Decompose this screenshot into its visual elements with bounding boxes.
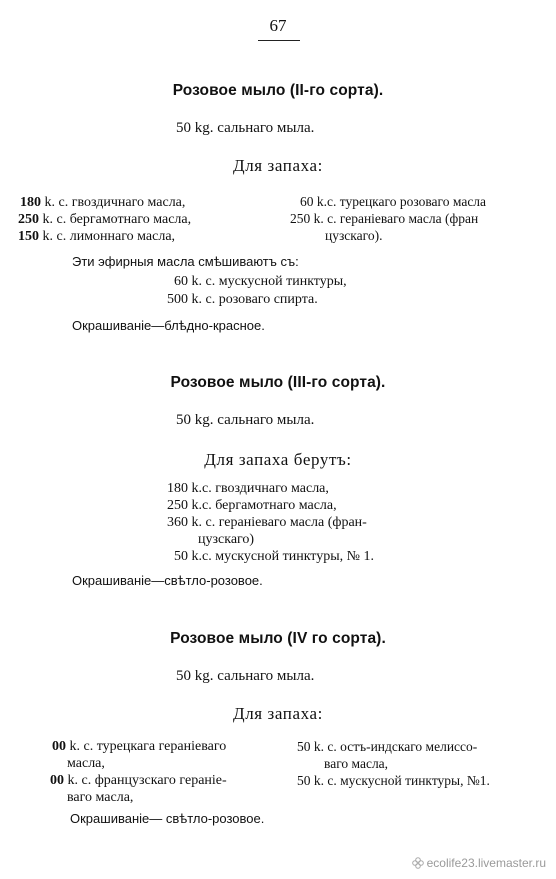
section-1-intro: Эти эфирныя масла смѣшиваютъ съ:: [72, 254, 299, 269]
item-quantity: 00: [50, 773, 64, 788]
section-3-subhead: Для запаха:: [233, 704, 323, 723]
section-3-title: Розовое мыло (IV го сорта).: [170, 630, 386, 647]
section-2-subhead: Для запаха берутъ:: [204, 450, 352, 469]
item-quantity: 180: [20, 195, 41, 210]
section-3-right-item: 50 k. с. мускусной тинктуры, №1.: [297, 773, 490, 788]
item-text: масла,: [67, 756, 105, 771]
section-2-base: 50 kg. сальнаго мыла.: [176, 412, 315, 428]
section-1-left-item: [18, 211, 191, 228]
section-1-base: 50 kg. сальнаго мыла.: [176, 120, 315, 136]
section-3-base: 50 kg. сальнаго мыла.: [176, 668, 315, 684]
item-text: ваго масла,: [67, 790, 134, 805]
section-1-coloring: Окрашиваніе—блѣдно-красное.: [72, 318, 265, 333]
section-2-item: 360 k. с. гераніеваго масла (фран-: [167, 515, 367, 530]
item-text: k. с. французскаго гераніе-: [67, 773, 227, 788]
section-2-item: 180 k.с. гвоздичнаго масла,: [167, 481, 329, 496]
section-2-title: Розовое мыло (III-го сорта).: [170, 374, 386, 391]
page-number: 67: [269, 16, 287, 35]
section-2-item: цузскаго): [198, 532, 255, 547]
item-text: k. с. бергамотнаго масла,: [42, 212, 192, 227]
section-1-mix-item: 60 k. с. мускусной тинктуры,: [174, 274, 347, 289]
section-1-right-item: 60 k.с. турецкаго розоваго масла: [300, 194, 487, 209]
item-quantity: 150: [18, 229, 39, 244]
section-1-left-item: [18, 228, 175, 245]
section-3-right-item: 50 k. с. остъ-индскаго мелиссо-: [297, 739, 478, 754]
watermark: [412, 856, 546, 870]
item-text: k. с. турецкага гераніеваго: [69, 739, 227, 754]
section-1-title: Розовое мыло (II-го сорта).: [172, 82, 384, 99]
section-2-coloring: Окрашиваніе—свѣтло-розовое.: [72, 573, 263, 588]
item-quantity: 250: [18, 212, 39, 227]
watermark-text: ecolife23.livemaster.ru: [426, 856, 546, 870]
section-1-left-item: [20, 194, 185, 211]
section-3-left-item: [50, 772, 227, 789]
section-2-item: 250 k.с. бергамотнаго масла,: [167, 498, 337, 513]
section-1-right-item: цузскаго).: [325, 228, 383, 243]
page-number-rule: [258, 40, 300, 41]
section-1-subhead: Для запаха:: [233, 156, 323, 175]
section-3-left-item: [52, 738, 226, 755]
section-1-mix-item: 500 k. с. розоваго спирта.: [167, 292, 318, 307]
item-text: k. с. лимоннаго масла,: [42, 229, 176, 244]
item-text: k. с. гвоздичнаго масла,: [44, 195, 186, 210]
section-3-coloring: Окрашиваніе— свѣтло-розовое.: [70, 811, 265, 826]
section-3-left-item: [67, 789, 133, 806]
section-3-left-item: [67, 755, 105, 772]
section-2-item: 50 k.с. мускусной тинктуры, № 1.: [174, 549, 375, 564]
item-quantity: 00: [52, 739, 66, 754]
section-1-right-item: 250 k. с. гераніеваго масла (фран: [290, 211, 479, 226]
section-3-right-item: ваго масла,: [324, 756, 389, 771]
flower-icon: [412, 857, 424, 869]
